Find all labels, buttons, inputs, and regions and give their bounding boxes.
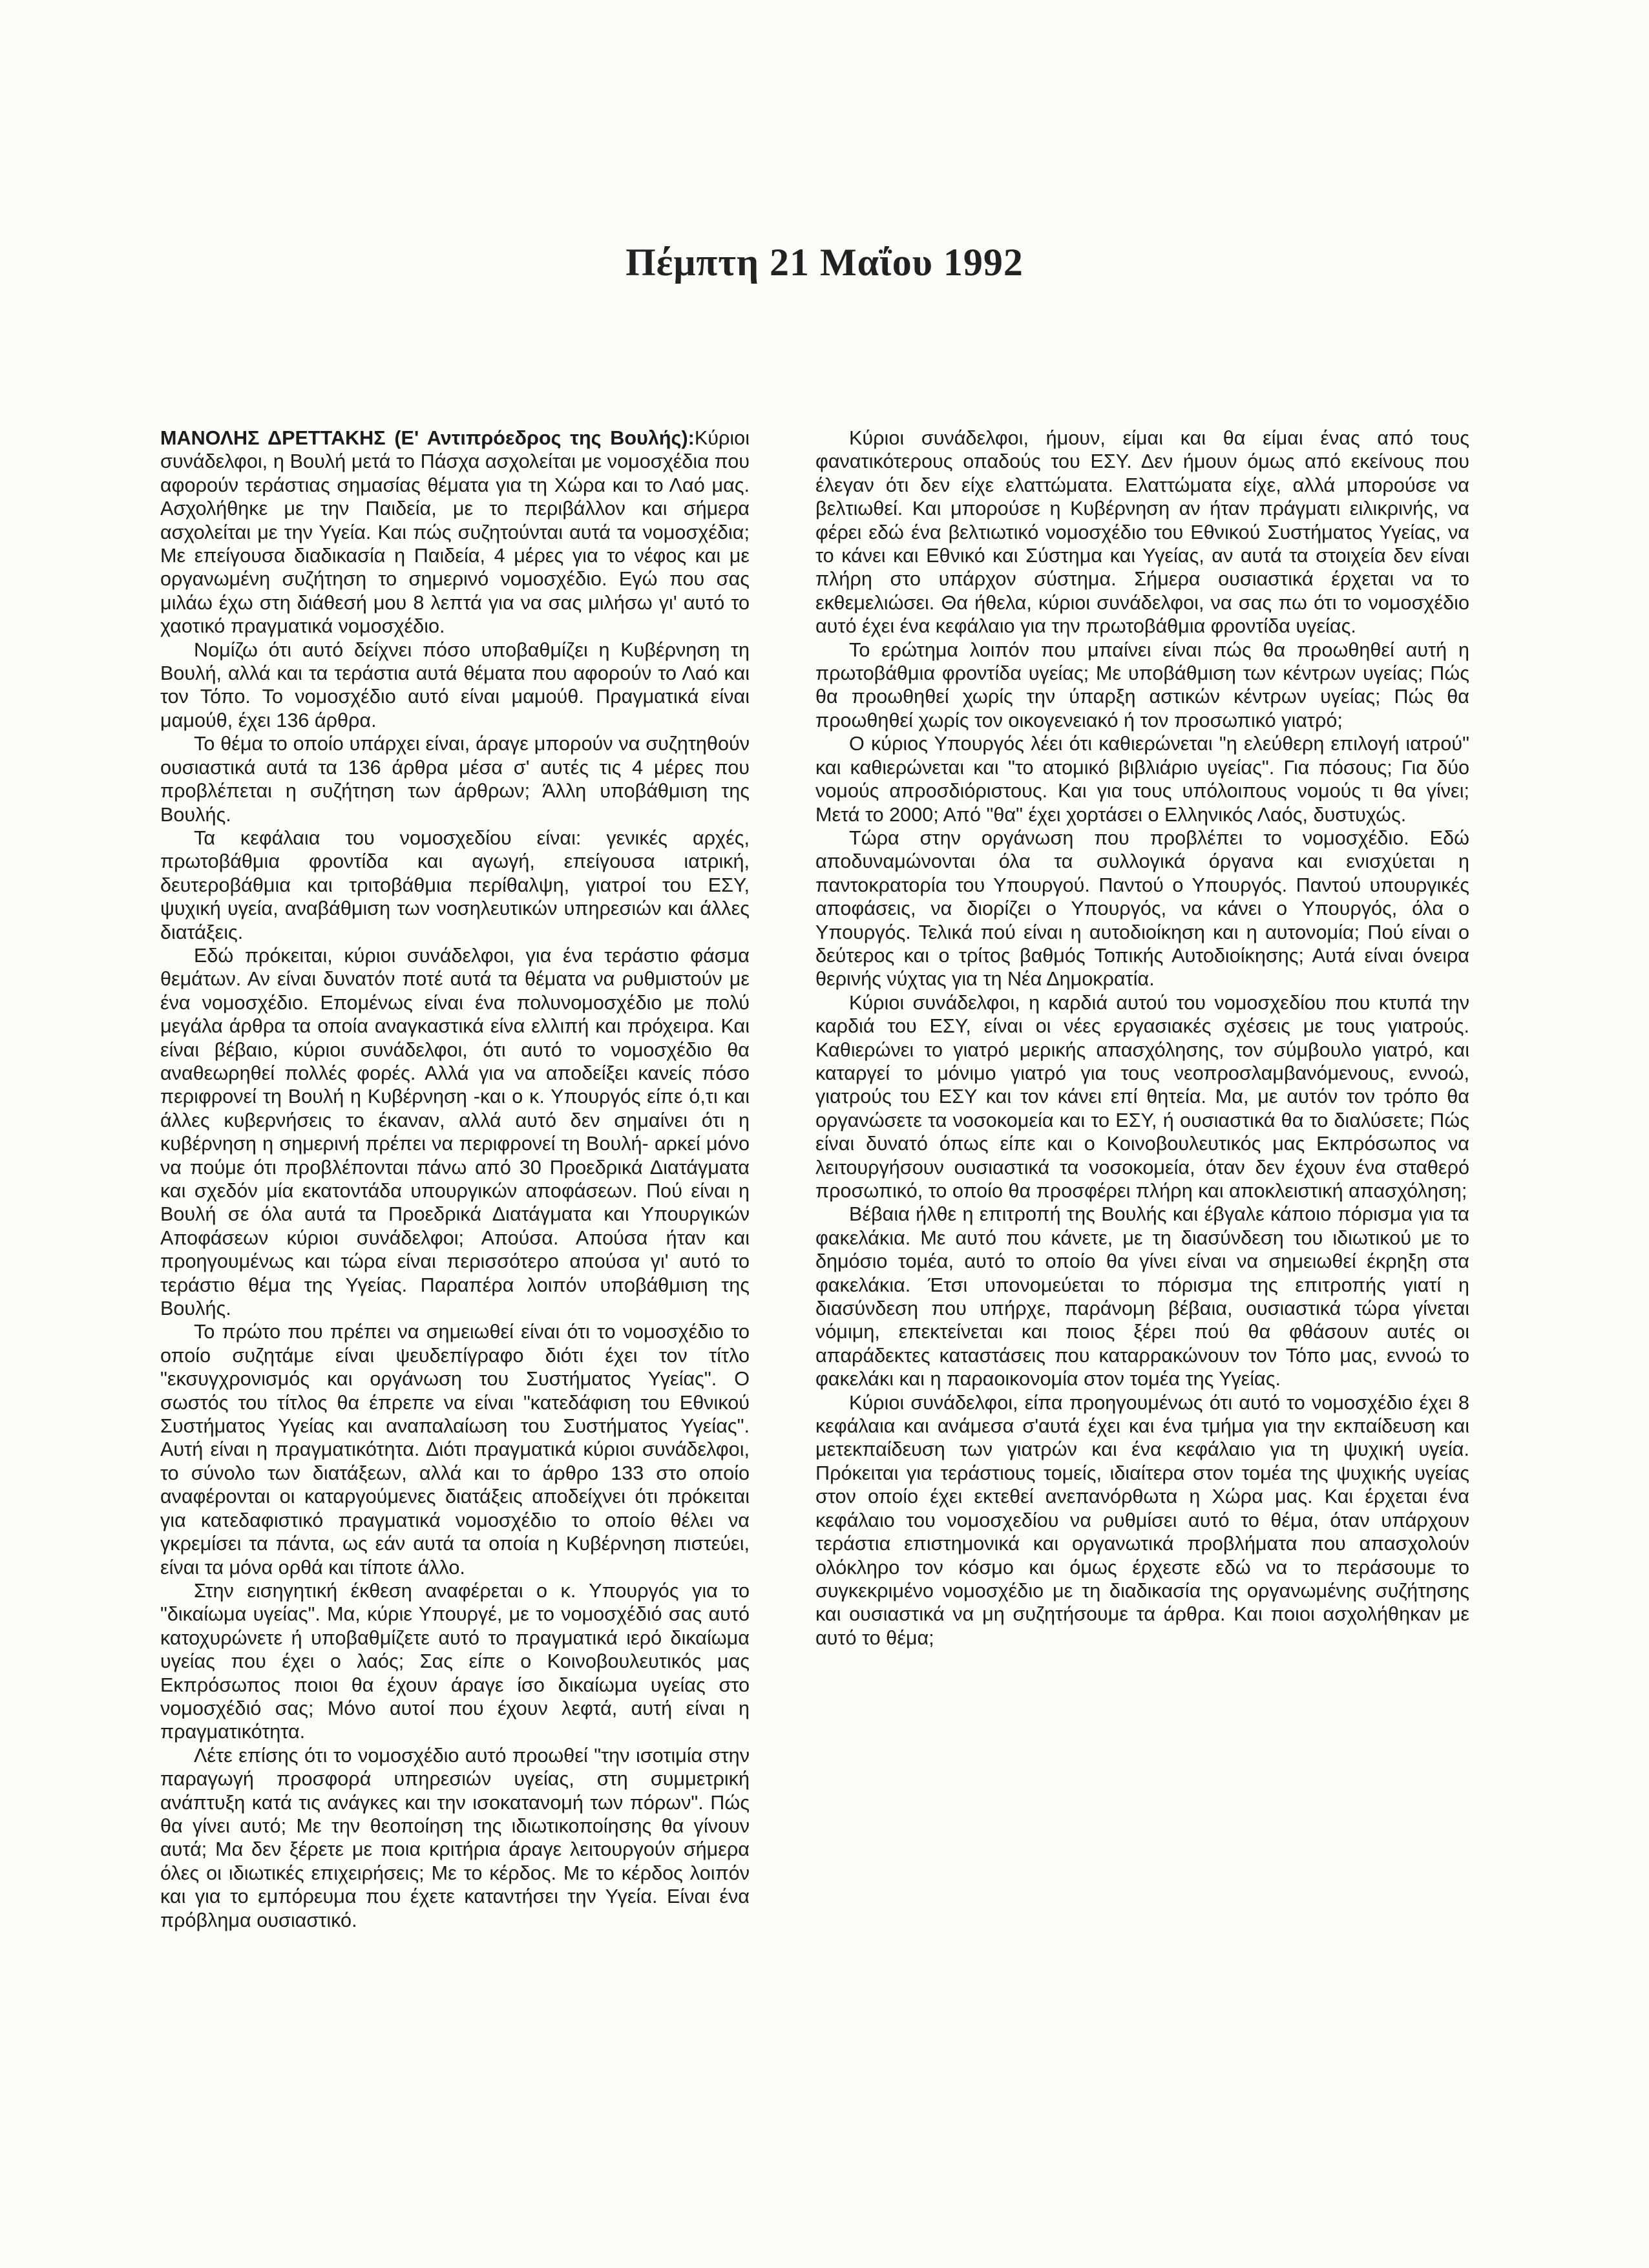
left-column bbox=[160, 426, 750, 1932]
speech-paragraph: Στην εισηγητική έκθεση αναφέρεται ο κ. Υπουργός για το "δικαίωμα υγείας". Μα, κύριε Υπουργέ, με το νομοσχέδιό σας αυτό κατοχυρώνετε ή υποβαθμίζετε αυτό το πραγματικά ιερό δικαίωμα υγείας που έχει ο λαός; Σας είπε ο Κοινοβουλευτικός μας Εκπρόσωπος ποιοι θα έχουν άραγε ίσο δικαίωμα υγείας στο νομοσχέδιό σας; Μόνο αυτοί που έχουν λεφτά, αυτή είναι η πραγματικότητα. bbox=[160, 1579, 750, 1743]
speech-paragraph: Το ερώτημα λοιπόν που μπαίνει είναι πώς θα προωθηθεί αυτή η πρωτοβάθμια φροντίδα υγείας; Με υποβάθμιση των κέντρων υγείας; Πώς θα προωθηθεί χωρίς την ύπαρξη αστικών κέντρων υγείας; Πώς θα προωθηθεί χωρίς τον οικογενειακό ή τον προσωπικό γιατρό; bbox=[815, 638, 1469, 731]
speech-paragraph: ΜΑΝΟΛΗΣ ΔΡΕΤΤΑΚΗΣ (Ε' Αντιπρόεδρος της Βουλής):Κύριοι συνάδελφοι, η Βουλή μετά το Πάσχα ασχολείται με νομοσχέδια που αφορούν τεράστιας σημασίας θέματα για τη Χώρα και το Λαό μας. Ασχολήθηκε με την Παιδεία, με το περιβάλλον και σήμερα ασχολείται με την Υγεία. Και πώς συζητούνται αυτά τα νομοσχέδια; Με επείγουσα διαδικασία η Παιδεία, 4 μέρες για το νέφος και με οργανωμένη συζήτηση το σημερινό νομοσχέδιο. Εγώ που σας μιλάω έχω στη διάθεσή μου 8 λεπτά για να σας μιλήσω γι' αυτό το χαοτικό πραγματικά νομοσχέδιο. bbox=[160, 427, 750, 638]
page-date-header: Πέμπτη 21 Μαΐου 1992 bbox=[625, 241, 1024, 284]
speech-paragraph: Το πρώτο που πρέπει να σημειωθεί είναι ότι το νομοσχέδιο το οποίο συζητάμε είναι ψευδεπίγραφο διότι έχει τον τίτλο "εκσυγχρονισμός και οργάνωση του Συστήματος Υγείας". Ο σωστός του τίτλος θα έπρεπε να είναι "κατεδάφιση του Εθνικού Συστήματος Υγείας και αναπαλαίωση του Συστήματος Υγείας". Αυτή είναι η πραγματικότητα. Διότι πραγματικά κύριοι συνάδελφοι, το σύνολο των διατάξεων, αλλά και το άρθρο 133 στο οποίο αναφέρονται οι καταργούμενες διατάξεις αποδείχνει ότι πρόκειται για κατεδαφιστικό πραγματικά νομοσχέδιο το οποίο θέλει να γκρεμίσει τα πάντα, ως εάν αυτά τα οποία η Κυβέρνηση πιστεύει, είναι τα μόνα ορθά και τίποτε άλλο. bbox=[160, 1321, 750, 1579]
speech-paragraph: Νομίζω ότι αυτό δείχνει πόσο υποβαθμίζει η Κυβέρνηση τη Βουλή, αλλά και τα τεράστια αυτά θέματα που αφορούν το Λαό και τον Τόπο. Το νομοσχέδιο αυτό είναι μαμούθ. Πραγματικά είναι μαμούθ, έχει 136 άρθρα. bbox=[160, 638, 750, 731]
speech-paragraph: Το θέμα το οποίο υπάρχει είναι, άραγε μπορούν να συζητηθούν ουσιαστικά αυτά τα 136 άρθρα μέσα σ' αυτές τις 4 μέρες που προβλέπεται η συζήτηση των άρθρων; Άλλη υποβάθμιση της Βουλής. bbox=[160, 733, 750, 826]
speech-paragraph: Κύριοι συνάδελφοι, είπα προηγουμένως ότι αυτό το νομοσχέδιο έχει 8 κεφάλαια και ανάμεσα σ'αυτά έχει και ένα τμήμα για την εκπαίδευση και μετεκπαίδευση των γιατρών και ένα κεφάλαιο για τη ψυχική υγεία. Πρόκειται για τεράστιους τομείς, ιδιαίτερα στον τομέα της ψυχικής υγείας στον οποίο έχει εκτεθεί ανεπανόρθωτα η Χώρα μας. Και έρχεται ένα κεφάλαιο του νομοσχεδίου να ρυθμίσει αυτό το θέμα, όταν υπάρχουν τεράστια επιστημονικά και οργανωτικά προβλήματα που απασχολούν ολόκληρο τον κόσμο και όμως έρχεστε εδώ να το περάσουμε το συγκεκριμένο νομοσχέδιο με τη διαδικασία της οργανωμένης συζήτησης και ουσιαστικά να μη συζητήσουμε τα άρθρα. Και ποιοι ασχολήθηκαν με αυτό το θέμα; bbox=[815, 1391, 1469, 1649]
speech-paragraph: Τα κεφάλαια του νομοσχεδίου είναι: γενικές αρχές, πρωτοβάθμια φροντίδα και αγωγή, επείγουσα ιατρική, δευτεροβάθμια και τριτοβάθμια περίθαλψη, γιατροί του ΕΣΥ, ψυχική υγεία, αναβάθμιση των νοσηλευτικών υπηρεσιών και άλλες διατάξεις. bbox=[160, 826, 750, 943]
speech-paragraph: Εδώ πρόκειται, κύριοι συνάδελφοι, για ένα τεράστιο φάσμα θεμάτων. Αν είναι δυνατόν ποτέ αυτά τα θέματα να ρυθμιστούν με ένα νομοσχέδιο. Επομένως είναι ένα πολυνομοσχέδιο με πολύ μεγάλα άρθρα τα οποία αναγκαστικά είνα ελλιπή και πρόχειρα. Και είναι βέβαιο, κύριοι συνάδελφοι, ότι αυτό το νομοσχέδιο θα αναθεωρηθεί πολλές φορές. Αλλά για να αποδείξει κανείς πόσο περιφρονεί τη Βουλή η Κυβέρνηση -και ο κ. Υπουργός είπε ό,τι και άλλες κυβερνήσεις το έκαναν, αλλά αυτό δεν σημαίνει ότι η κυβέρνηση η σημερινή πρέπει να περιφρονεί τη Βουλή- αρκεί μόνο να πούμε ότι προβλέπονται πάνω από 30 Προεδρικά Διατάγματα και σχεδόν μία εκατοντάδα υπουργικών αποφάσεων. Πού είναι η Βουλή σε όλα αυτά τα Προεδρικά Διατάγματα και Υπουργικών Αποφάσεων κύριοι συνάδελφοι; Απούσα. Απούσα ήταν και προηγουμένως και τώρα είναι περισσότερο απούσα γι' αυτό το τεράστιο θέμα της Υγείας. Παραπέρα λοιπόν υποβάθμιση της Βουλής. bbox=[160, 944, 750, 1320]
speech-paragraph: Κύριοι συνάδελφοι, ήμουν, είμαι και θα είμαι ένας από τους φανατικότερους οπαδούς του ΕΣΥ. Δεν ήμουν όμως από εκείνους που έλεγαν ότι δεν είχε ελαττώματα. Ελαττώματα είχε, αλλά μπορούσε να βελτιωθεί. Και μπορούσε η Κυβέρνηση αν ήταν πράγματι ειλικρινής, να φέρει εδώ ένα βελτιωτικό νομοσχέδιο του Εθνικού Συστήματος Υγείας, να το κάνει και Εθνικό και Σύστημα και Υγείας, αν αυτά τα στοιχεία δεν είναι πλήρη στο υπάρχον σύστημα. Σήμερα ουσιαστικά έρχεται να το εκθεμελιώσει. Θα ήθελα, κύριοι συνάδελφοι, να σας πω ότι το νομοσχέδιο αυτό έχει ένα κεφάλαιο για την πρωτοβάθμια φροντίδα υγείας. bbox=[815, 427, 1469, 638]
right-column bbox=[815, 426, 1469, 1650]
speech-paragraph: Ο κύριος Υπουργός λέει ότι καθιερώνεται "η ελεύθερη επιλογή ιατρού" και καθιερώνεται και "το ατομικό βιβλιάριο υγείας". Για πόσους; Για δύο νομούς απροσδιόριστους. Και για τους υπόλοιπους νομούς τι θα γίνει; Μετά το 2000; Από "θα" έχει χορτάσει ο Ελληνικός Λαός, δυστυχώς. bbox=[815, 733, 1469, 826]
speech-paragraph: Λέτε επίσης ότι το νομοσχέδιο αυτό προωθεί "την ισοτιμία στην παραγωγή προσφορά υπηρεσιών υγείας, στη συμμετρική ανάπτυξη κατά τις ανάγκες και την ισοκατανομή των πόρων". Πώς θα γίνει αυτό; Με την θεοποίηση της ιδιωτικοποίησης θα γίνουν αυτά; Μα δεν ξέρετε με ποια κριτήρια άραγε λειτουργούν σήμερα όλες οι ιδιωτικές επιχειρήσεις; Με το κέρδος. Με το κέρδος λοιπόν και για το εμπόρευμα που έχετε καταντήσει την Υγεία. Είναι ένα πρόβλημα ουσιαστικό. bbox=[160, 1744, 750, 1931]
speech-paragraph: Βέβαια ήλθε η επιτροπή της Βουλής και έβγαλε κάποιο πόρισμα για τα φακελάκια. Με αυτό που κάνετε, με τη διασύνδεση του ιδιωτικού με το δημόσιο τομέα, αυτό το οποίο θα γίνει είναι να σημειωθεί έκρηξη στα φακελάκια. Έτσι υπονομεύεται το πόρισμα της επιτροπής γιατί η διασύνδεση που υπήρχε, παράνομη βέβαια, ουσιαστικά τώρα γίνεται νόμιμη, επεκτείνεται και ποιος ξέρει πού θα φθάσουν αυτές οι απαράδεκτες καταστάσεις που καταρρακώνουν τον Τόπο μας, εννοώ το φακελάκι και η παραοικονομία στον τομέα της Υγείας. bbox=[815, 1203, 1469, 1391]
speech-paragraph: Κύριοι συνάδελφοι, η καρδιά αυτού του νομοσχεδίου που κτυπά την καρδιά του ΕΣΥ, είναι οι νέες εργασιακές σχέσεις με τους γιατρούς. Καθιερώνει το γιατρό μερικής απασχόλησης, τον σύμβουλο γιατρό, και καταργεί το μόνιμο γιατρό για τους νεοπροσλαμβανόμενους, εννοώ, γιατρούς του ΕΣΥ και τον κάνει επί θητεία. Μα, με αυτόν τον τρόπο θα οργανώσετε τα νοσοκομεία και το ΕΣΥ, ή ουσιαστικά θα το διαλύσετε; Πώς είναι δυνατό όπως είπε και ο Κοινοβουλευτικός μας Εκπρόσωπος να λειτουργήσουν ουσιαστικά τα νοσοκομεία, όταν δεν έχουν ένα σταθερό προσωπικό, το οποίο θα προσφέρει πλήρη και αποκλειστική απασχόληση; bbox=[815, 991, 1469, 1202]
speech-paragraph: Τώρα στην οργάνωση που προβλέπει το νομοσχέδιο. Εδώ αποδυναμώνονται όλα τα συλλογικά όργανα και ενισχύεται η παντοκρατορία του Υπουργού. Παντού ο Υπουργός. Παντού υπουργικές αποφάσεις, να διορίζει ο Υπουργός, να κάνει ο Υπουργός, όλα ο Υπουργός. Τελικά πού είναι η αυτοδιοίκηση και η αυτονομία; Πού είναι ο δεύτερος και ο τρίτος βαθμός Τοπικής Αυτοδιοίκησης; Αυτά είναι όνειρα θερινής νύχτας για τη Νέα Δημοκρατία. bbox=[815, 826, 1469, 991]
speaker-name: ΜΑΝΟΛΗΣ ΔΡΕΤΤΑΚΗΣ (Ε' Αντιπρόεδρος της Βουλής): bbox=[160, 427, 695, 449]
